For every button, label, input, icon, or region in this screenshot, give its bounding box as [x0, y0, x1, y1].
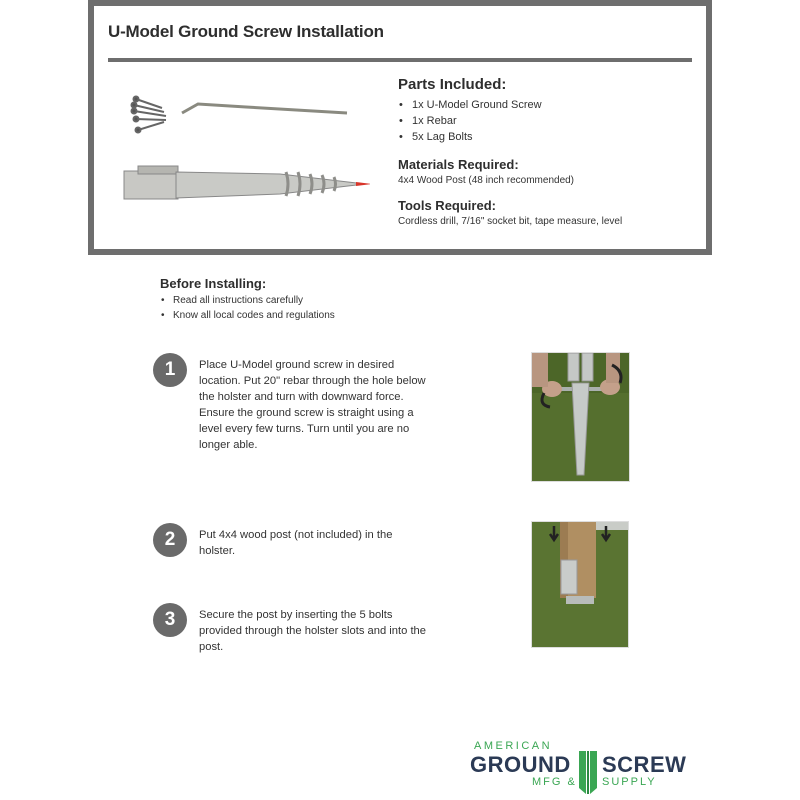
parts-list [398, 97, 698, 145]
parts-included-heading: Parts Included: [398, 76, 507, 93]
materials-required-heading: Materials Required: [398, 157, 519, 172]
materials-required-text: 4x4 Wood Post (48 inch recommended) [398, 175, 575, 186]
step-text: Secure the post by inserting the 5 bolts provided through the holster slots and into the post. [199, 609, 427, 653]
tools-required-text: Cordless drill, 7/16" socket bit, tape measure, level [398, 216, 623, 227]
step-1-photo [531, 352, 630, 482]
step-number-badge: 1 [153, 353, 187, 387]
rebar-icon [182, 104, 347, 113]
before-installing [160, 276, 335, 323]
step-number-badge: 3 [153, 603, 187, 637]
list-item: • 1x U-Model Ground Screw [398, 97, 698, 113]
step-text: Place U-Model ground screw in desired location. Put 20" rebar through the hole below the holster and turn with downward force. Ensure the ground screw is straight using a level every few turns. Turn until you are no longer able. [199, 359, 426, 451]
parts-info [398, 76, 698, 227]
logo-american-text: AMERICAN [474, 740, 553, 752]
logo-supply-text: SUPPLY [602, 776, 657, 788]
list-item: • 5x Lag Bolts [398, 129, 698, 145]
step-text: Put 4x4 wood post (not included) in the holster. [199, 529, 393, 557]
step-number-badge: 2 [153, 523, 187, 557]
before-installing-list [160, 293, 335, 323]
page-title: U-Model Ground Screw Installation [108, 22, 384, 41]
title-divider [108, 58, 692, 62]
logo-screw-text: SCREW [602, 752, 687, 777]
company-logo [470, 738, 700, 798]
logo-mfg-text: MFG & [532, 776, 577, 788]
list-item: • 1x Rebar [398, 113, 698, 129]
ground-screw-mark-icon [578, 750, 598, 796]
step-2-photo [531, 521, 629, 648]
lag-bolts-icon [132, 97, 167, 133]
header-box [88, 0, 712, 255]
logo-ground-text: GROUND [470, 752, 571, 777]
tools-required-heading: Tools Required: [398, 198, 496, 213]
ground-screw-icon [124, 166, 370, 199]
before-installing-heading: Before Installing: [160, 276, 267, 291]
list-item: • Read all instructions carefully [160, 293, 335, 308]
parts-image [110, 86, 370, 206]
list-item: • Know all local codes and regulations [160, 308, 335, 323]
